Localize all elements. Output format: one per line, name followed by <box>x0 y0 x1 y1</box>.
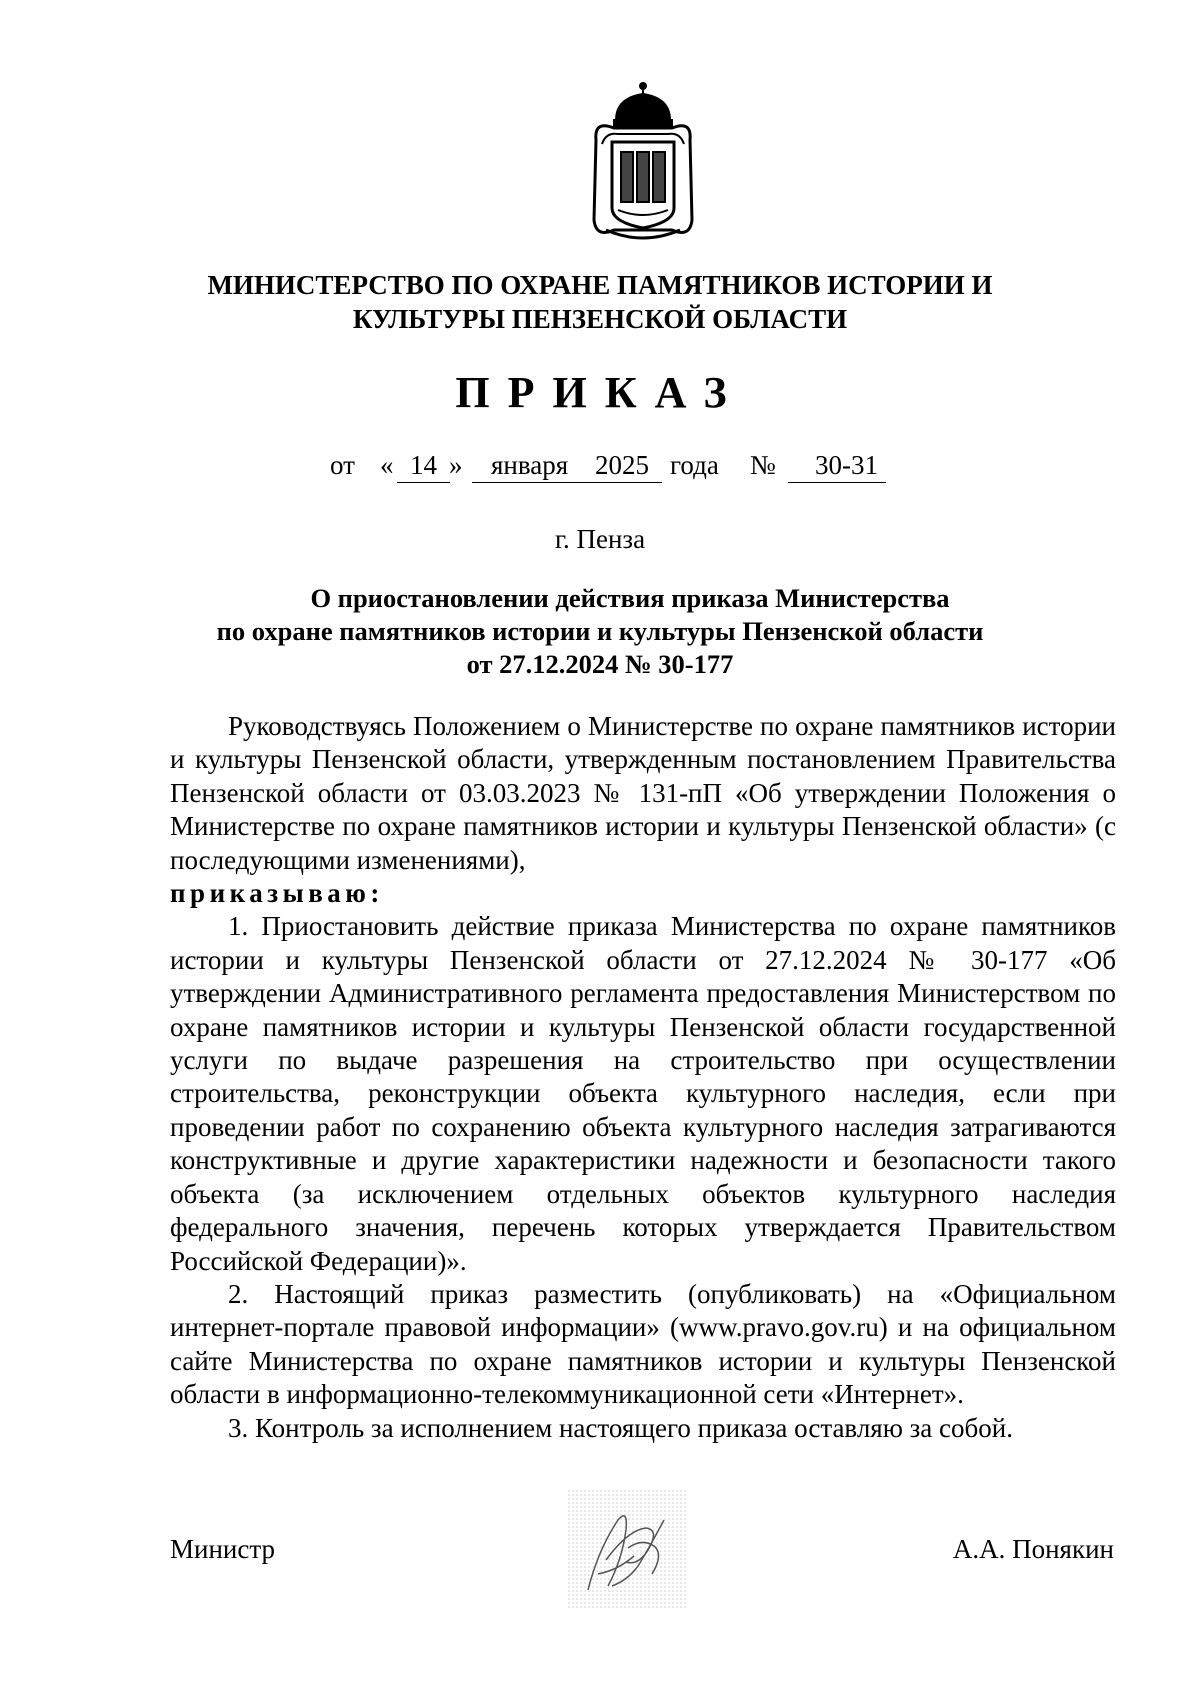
document-number: 30-31 <box>815 450 878 480</box>
day-underline <box>397 482 450 483</box>
document-body <box>170 710 1116 1445</box>
ministry-title-line2: КУЛЬТУРЫ ПЕНЗЕНСКОЙ ОБЛАСТИ <box>352 304 848 334</box>
city: г. Пенза <box>554 524 646 554</box>
handwritten-signature-icon <box>568 1490 686 1608</box>
document-type: ПРИКАЗ <box>455 368 745 417</box>
signatory-name: А.А. Понякин <box>952 1534 1114 1564</box>
date-year: 2025 <box>595 450 649 480</box>
item-3-paragraph: 3. Контроль за исполнением настоящего приказа оставляю за собой. <box>228 1412 1013 1443</box>
order-word: приказываю: <box>170 878 384 909</box>
item-1-paragraph: 1. Приостановить действие приказа Министерства по охране памятников истории и культуры Пензенской области от 27.12.2024 № 30-177 «Об утверждении Административного регламента предоставления Министерством по охране памятников истории и культуры Пензенской области государственной услуги по выдаче разрешения на строительство при осуществлении строительства, реконструкции объекта культурного наследия, если при проведении работ по сохранению объекта культурного наследия затрагиваются конструктивные и другие характеристики надежности и безопасности такого объекта (за исключением отдельных объектов культурного наследия федерального значения, перечень которых утверждается Правительством Российской Федерации)». <box>170 911 1116 1276</box>
ministry-title-line1: МИНИСТЕРСТВО ПО ОХРАНЕ ПАМЯТНИКОВ ИСТОРИИ И <box>207 270 993 300</box>
date-year-word: года <box>670 450 719 480</box>
ministry-title <box>150 268 1050 336</box>
date-month: января <box>491 450 569 480</box>
number-sign: № <box>750 450 776 480</box>
signatory-role: Министр <box>170 1534 275 1564</box>
item-2-paragraph: 2. Настоящий приказ разместить (опубликовать) на «Официальном интернет-портале правовой информации» (www.pravo.gov.ru) и на официальном сайте Министерства по охране памятников истории и культуры Пензенской области в информационно-телекоммуникационной сети «Интернет». <box>170 1278 1116 1410</box>
date-close-quote: » <box>449 450 463 480</box>
document-subject <box>200 582 1000 681</box>
date-open-quote: « <box>380 450 394 480</box>
preamble-paragraph: Руководствуясь Положением о Министерстве по охране памятников истории и культуры Пензенской области, утвержденным постановлением Правительства Пензенской области от 03.03.2023 № 131-пП «Об утверждении Положения о Министерстве по охране памятников истории и культуры Пензенской области» (с последующими изменениями), <box>170 711 1116 875</box>
date-day: 14 <box>410 450 437 480</box>
coat-of-arms-icon <box>586 80 700 246</box>
subject-line2: по охране памятников истории и культуры Пензенской области <box>216 616 984 646</box>
number-underline <box>788 482 886 483</box>
subject-line3: от 27.12.2024 № 30-177 <box>466 649 734 679</box>
month-year-underline <box>472 482 662 483</box>
subject-line1: О приостановлении действия приказа Министерства <box>310 583 950 613</box>
date-prefix: от <box>330 450 355 480</box>
